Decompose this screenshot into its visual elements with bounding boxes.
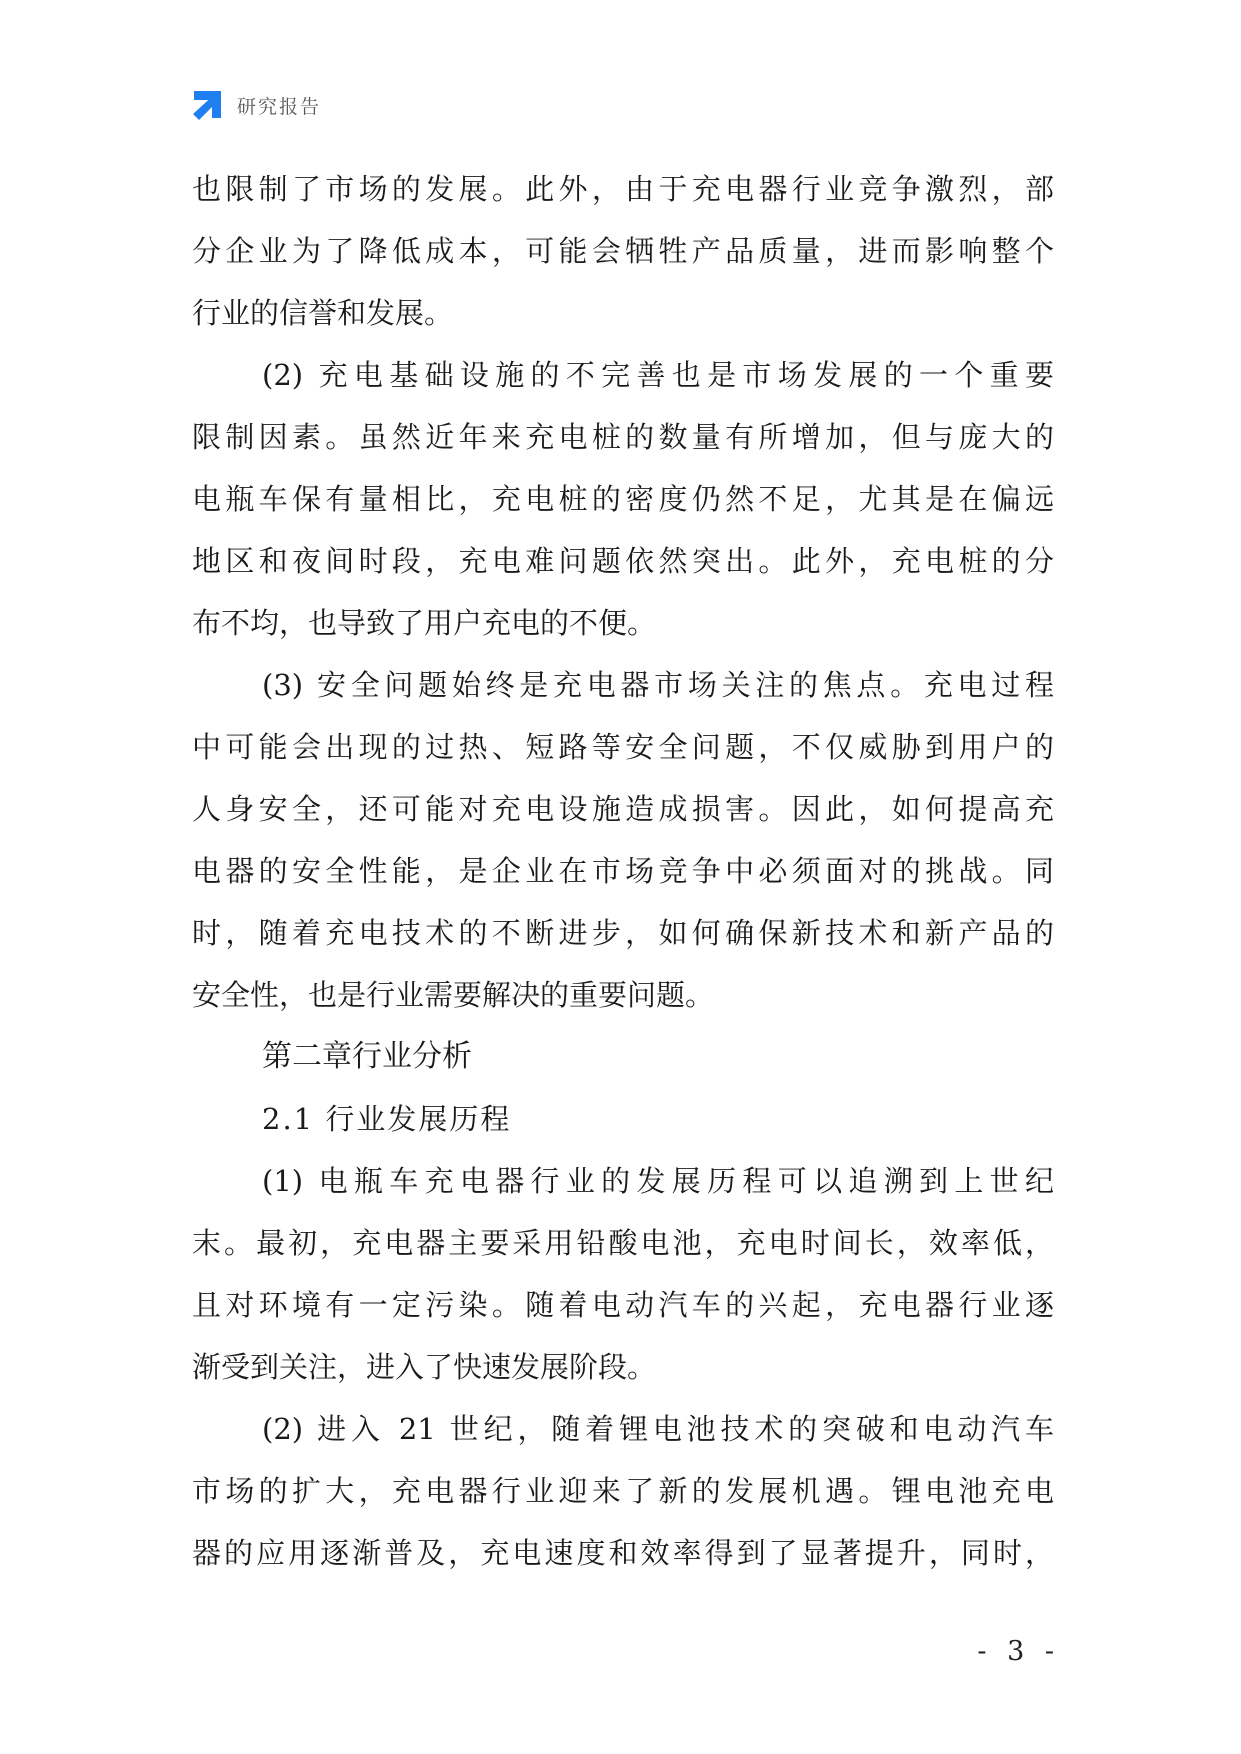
section-heading: 2.1 行业发展历程	[262, 1102, 512, 1136]
header-title: 研究报告	[237, 95, 322, 118]
text-line: 限制因素。虽然近年来充电桩的数量有所增加，但与庞大的	[192, 420, 1054, 454]
paragraph-start-line: (1) 电瓶车充电器行业的发展历程可以追溯到上世纪	[262, 1164, 1054, 1198]
arrow-up-right-logo-icon	[190, 88, 224, 122]
text-line: 市场的扩大，充电器行业迎来了新的发展机遇。锂电池充电	[192, 1474, 1054, 1508]
text-line: 行业的信誉和发展。	[192, 296, 454, 330]
page-number: - 3 -	[977, 1636, 1060, 1667]
text-line: 安全性，也是行业需要解决的重要问题。	[192, 978, 715, 1012]
text-line: 中可能会出现的过热、短路等安全问题，不仅威胁到用户的	[192, 730, 1054, 764]
text-line: 末。最初，充电器主要采用铅酸电池，充电时间长，效率低，	[192, 1226, 1054, 1260]
paragraph-start-line: (2) 充电基础设施的不完善也是市场发展的一个重要	[262, 358, 1054, 392]
text-line: 且对环境有一定污染。随着电动汽车的兴起，充电器行业逐	[192, 1288, 1054, 1322]
chapter-heading: 第二章行业分析	[262, 1039, 472, 1074]
text-line: 电器的安全性能，是企业在市场竞争中必须面对的挑战。同	[192, 854, 1054, 888]
text-line: 地区和夜间时段，充电难问题依然突出。此外，充电桩的分	[192, 544, 1054, 578]
text-line: 器的应用逐渐普及，充电速度和效率得到了显著提升，同时，	[192, 1536, 1054, 1570]
document-body	[192, 158, 1054, 1584]
text-line: 也限制了市场的发展。此外，由于充电器行业竞争激烈，部	[192, 172, 1054, 206]
paragraph-start-line: (2) 进入 21 世纪，随着锂电池技术的突破和电动汽车	[262, 1412, 1054, 1446]
text-line: 时，随着充电技术的不断进步，如何确保新技术和新产品的	[192, 916, 1054, 950]
text-line: 电瓶车保有量相比，充电桩的密度仍然不足，尤其是在偏远	[192, 482, 1054, 516]
text-line: 渐受到关注，进入了快速发展阶段。	[192, 1350, 657, 1384]
text-line: 分企业为了降低成本，可能会牺牲产品质量，进而影响整个	[192, 234, 1054, 268]
text-line: 人身安全，还可能对充电设施造成损害。因此，如何提高充	[192, 792, 1054, 826]
text-line: 布不均，也导致了用户充电的不便。	[192, 606, 657, 640]
report-header	[190, 88, 321, 122]
paragraph-start-line: (3) 安全问题始终是充电器市场关注的焦点。充电过程	[262, 668, 1054, 702]
